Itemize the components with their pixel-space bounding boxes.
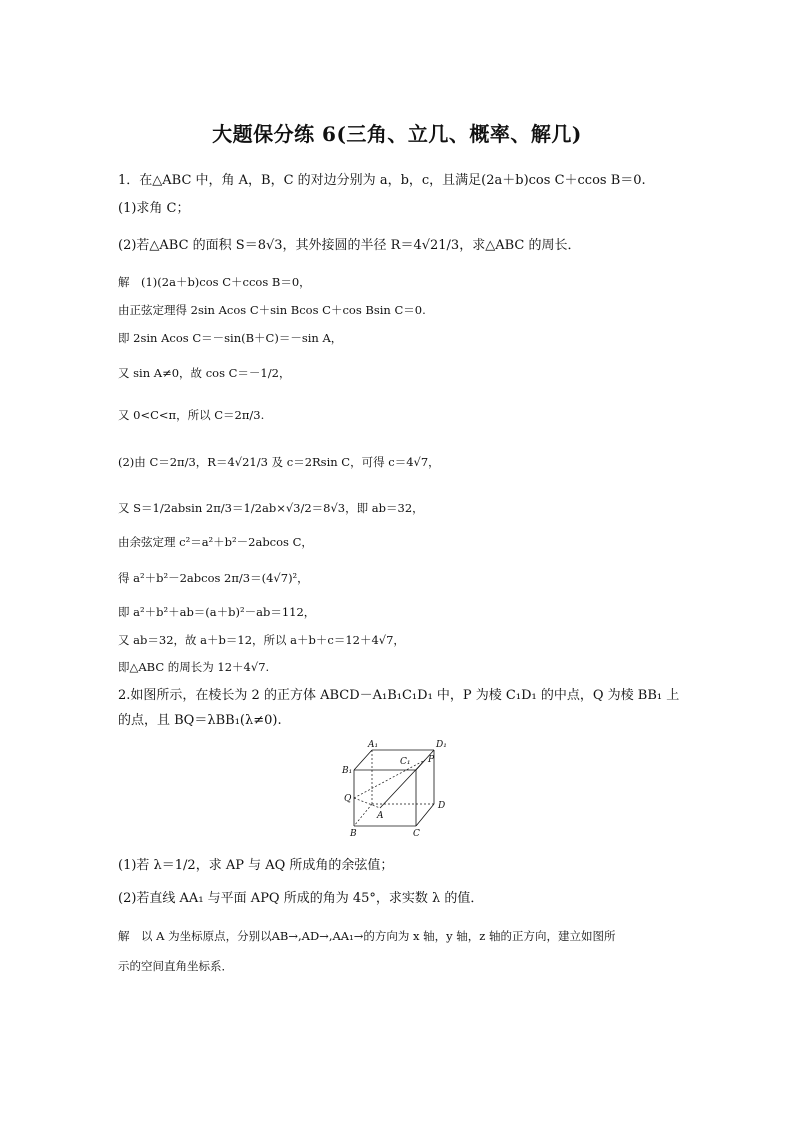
label-B1: B₁ — [342, 766, 353, 776]
solution-line: 解 (1)(2a＋b)cos C＋ccos B＝0， — [118, 275, 311, 289]
solution-line: 又 S＝1/2absin 2π/3＝1/2ab×√3/2＝8√3，即 ab＝32， — [118, 501, 424, 515]
solution-line: 得 a²＋b²－2abcos 2π/3＝(4√7)²， — [118, 571, 309, 585]
solution-line: 由余弦定理 c²＝a²＋b²－2abcos C， — [118, 535, 313, 549]
label-B: B — [350, 829, 357, 838]
label-C1: C₁ — [400, 757, 411, 767]
solution-line: 又 0<C<π，所以 C＝2π/3. — [118, 408, 265, 422]
label-Q: Q — [344, 794, 352, 804]
problem-1-part-2: (2)若△ABC 的面积 S＝8√3，其外接圆的半径 R＝4√21/3，求△ABC 的周长． — [118, 238, 581, 253]
page-title: 大题保分练 6(三角、立几、概率、解几) — [212, 122, 582, 146]
solution-line: 示的空间直角坐标系． — [118, 959, 233, 973]
label-D1: D₁ — [436, 740, 447, 750]
problem-2-statement: 2.如图所示，在棱长为 2 的正方体 ABCD－A₁B₁C₁D₁ 中，P 为棱 C₁D₁ 的中点，Q 为棱 BB₁ 上 — [118, 688, 680, 703]
solution-line: 又 sin A≠0，故 cos C＝－1/2， — [118, 366, 291, 380]
label-C: C — [413, 829, 420, 838]
problem-2-part-2: (2)若直线 AA₁ 与平面 APQ 所成的角为 45°，求实数 λ 的值． — [118, 891, 484, 906]
solution-line: 即 a²＋b²＋ab＝(a＋b)²－ab＝112， — [118, 605, 316, 619]
label-D: D — [438, 801, 446, 811]
solution-line: (2)由 C＝2π/3，R＝4√21/3 及 c＝2Rsin C，可得 c＝4√7， — [118, 455, 440, 469]
problem-2-part-1: (1)若 λ＝1/2，求 AP 与 AQ 所成角的余弦值； — [118, 858, 394, 873]
problem-1-part-1: (1)求角 C； — [118, 201, 190, 216]
problem-2-statement-cont: 的点，且 BQ＝λBB₁(λ≠0). — [118, 713, 282, 728]
cube-diagram — [340, 738, 460, 838]
label-P: P — [428, 755, 435, 765]
solution-line: 即 2sin Acos C＝－sin(B＋C)＝－sin A， — [118, 331, 343, 345]
solution-line: 解 以 A 为坐标原点，分别以AB→,AD→,AA₁→的方向为 x 轴，y 轴，z 轴的正方向，建立如图所 — [118, 929, 616, 943]
problem-1-statement: 1．在△ABC 中，角 A，B，C 的对边分别为 a，b，c，且满足(2a＋b)cos C＋ccos B＝0. — [118, 173, 646, 188]
label-A: A — [377, 811, 384, 821]
solution-line: 即△ABC 的周长为 12＋4√7. — [118, 660, 270, 674]
solution-line: 由正弦定理得 2sin Acos C＋sin Bcos C＋cos Bsin C＝0. — [118, 303, 426, 317]
solution-line: 又 ab＝32，故 a＋b＝12，所以 a＋b＋c＝12＋4√7， — [118, 633, 405, 647]
label-A1: A₁ — [368, 740, 379, 750]
